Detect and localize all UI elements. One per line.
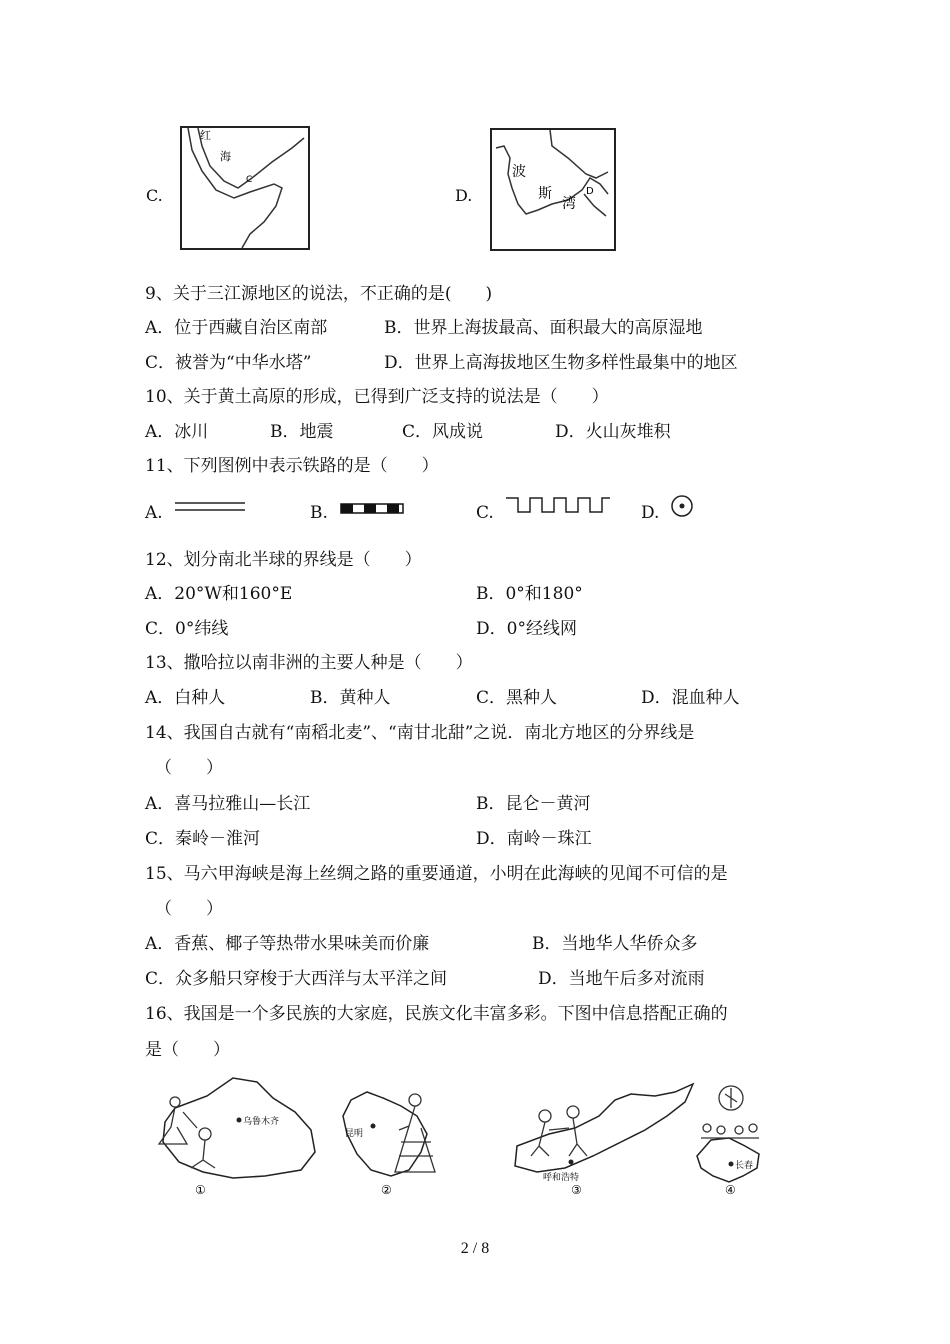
q15-option-b: B．当地华人华侨众多 [532,934,698,954]
q11-option-a: A. [145,503,163,523]
q9-option-c: C．被誉为“中华水塔” [145,353,312,373]
q16-stem-cont: 是（ ） [145,1040,230,1060]
red-sea-map [180,126,310,250]
q11-option-d: D. [641,503,660,523]
q15-option-d: D．当地午后多对流雨 [538,969,705,989]
map-label-bo: 波 [512,164,526,180]
q12-stem: 12、划分南北半球的界线是（ ） [145,550,422,570]
q14-stem-cont: （ ） [155,758,223,778]
q10-option-b: B．地震 [270,422,334,442]
page-number: 2 / 8 [460,1240,490,1257]
q16-stem: 16、我国是一个多民族的大家庭，民族文化丰富多彩。下图中信息搭配正确的 [145,1004,728,1024]
q14-stem: 14、我国自古就有“南稻北麦”、“南甘北甜”之说．南北方地区的分界线是 [145,723,695,743]
q11-option-c: C. [476,503,494,523]
q12-option-a: A．20°W和160°E [145,584,293,604]
map-label-wan: 湾 [562,196,576,212]
map4-number: ④ [725,1183,736,1197]
map1-city: 乌鲁木齐 [243,1117,280,1127]
jilin-map [697,1086,759,1197]
capital-symbol [669,493,695,519]
q12-option-c: C．0°纬线 [145,619,229,639]
map2-city: 昆明 [345,1129,364,1139]
persian-gulf-map [490,128,616,251]
map1-number: ① [195,1183,206,1197]
map-label-sea: 海 [220,150,231,163]
q12-option-d: D．0°经线网 [476,619,577,639]
q10-option-c: C．风成说 [402,422,484,442]
q11-option-b: B. [310,503,328,523]
xinjiang-map [159,1078,315,1197]
ceremony-figures [701,1086,759,1138]
q11-stem: 11、下列图例中表示铁路的是（ ） [145,456,439,476]
inner-mongolia-map [515,1084,693,1197]
q9-option-d: D．世界上高海拔地区生物多样性最集中的地区 [384,353,738,373]
q14-option-c: C．秦岭－淮河 [145,829,261,849]
wall-symbol [506,494,612,516]
q13-option-a: A．白种人 [145,688,226,708]
railway-symbol [340,503,404,515]
q14-option-b: B．昆仑－黄河 [476,794,591,814]
double-line-symbol [175,498,247,514]
yunnan-map [343,1092,435,1197]
map-label-c: C [246,175,253,185]
option-d-letter: D. [455,186,473,205]
q9-option-a: A．位于西藏自治区南部 [145,318,328,338]
q13-option-c: C．黑种人 [476,688,558,708]
map-label-red: 红 [200,129,211,142]
map-label-d: D [586,186,594,197]
q14-option-d: D．南岭－珠江 [476,829,592,849]
q15-option-c: C．众多船只穿梭于大西洋与太平洋之间 [145,969,448,989]
province-maps-figure [145,1072,770,1200]
q15-option-a: A．香蕉、椰子等热带水果味美而价廉 [145,934,430,954]
map3-number: ③ [571,1183,582,1197]
q13-option-b: B．黄种人 [310,688,391,708]
q9-option-b: B．世界上海拔最高、面积最大的高原湿地 [384,318,703,338]
q10-stem: 10、关于黄土高原的形成，已得到广泛支持的说法是（ ） [145,387,609,407]
q15-stem-cont: （ ） [155,899,223,919]
q13-option-d: D．混血种人 [641,688,740,708]
q14-option-a: A．喜马拉雅山—长江 [145,794,311,814]
q12-option-b: B．0°和180° [476,584,583,604]
map4-city: 长春 [735,1161,754,1171]
map2-number: ② [381,1183,392,1197]
map3-city: 呼和浩特 [543,1173,580,1183]
q13-stem: 13、撒哈拉以南非洲的主要人种是（ ） [145,653,473,673]
q15-stem: 15、马六甲海峡是海上丝绸之路的重要通道，小明在此海峡的见闻不可信的是 [145,864,728,884]
q10-option-d: D．火山灰堆积 [555,422,671,442]
map-label-si: 斯 [538,186,552,202]
q10-option-a: A．冰川 [145,422,209,442]
option-c-letter: C. [146,186,163,205]
q9-stem: 9、关于三江源地区的说法，不正确的是( ) [145,284,493,304]
